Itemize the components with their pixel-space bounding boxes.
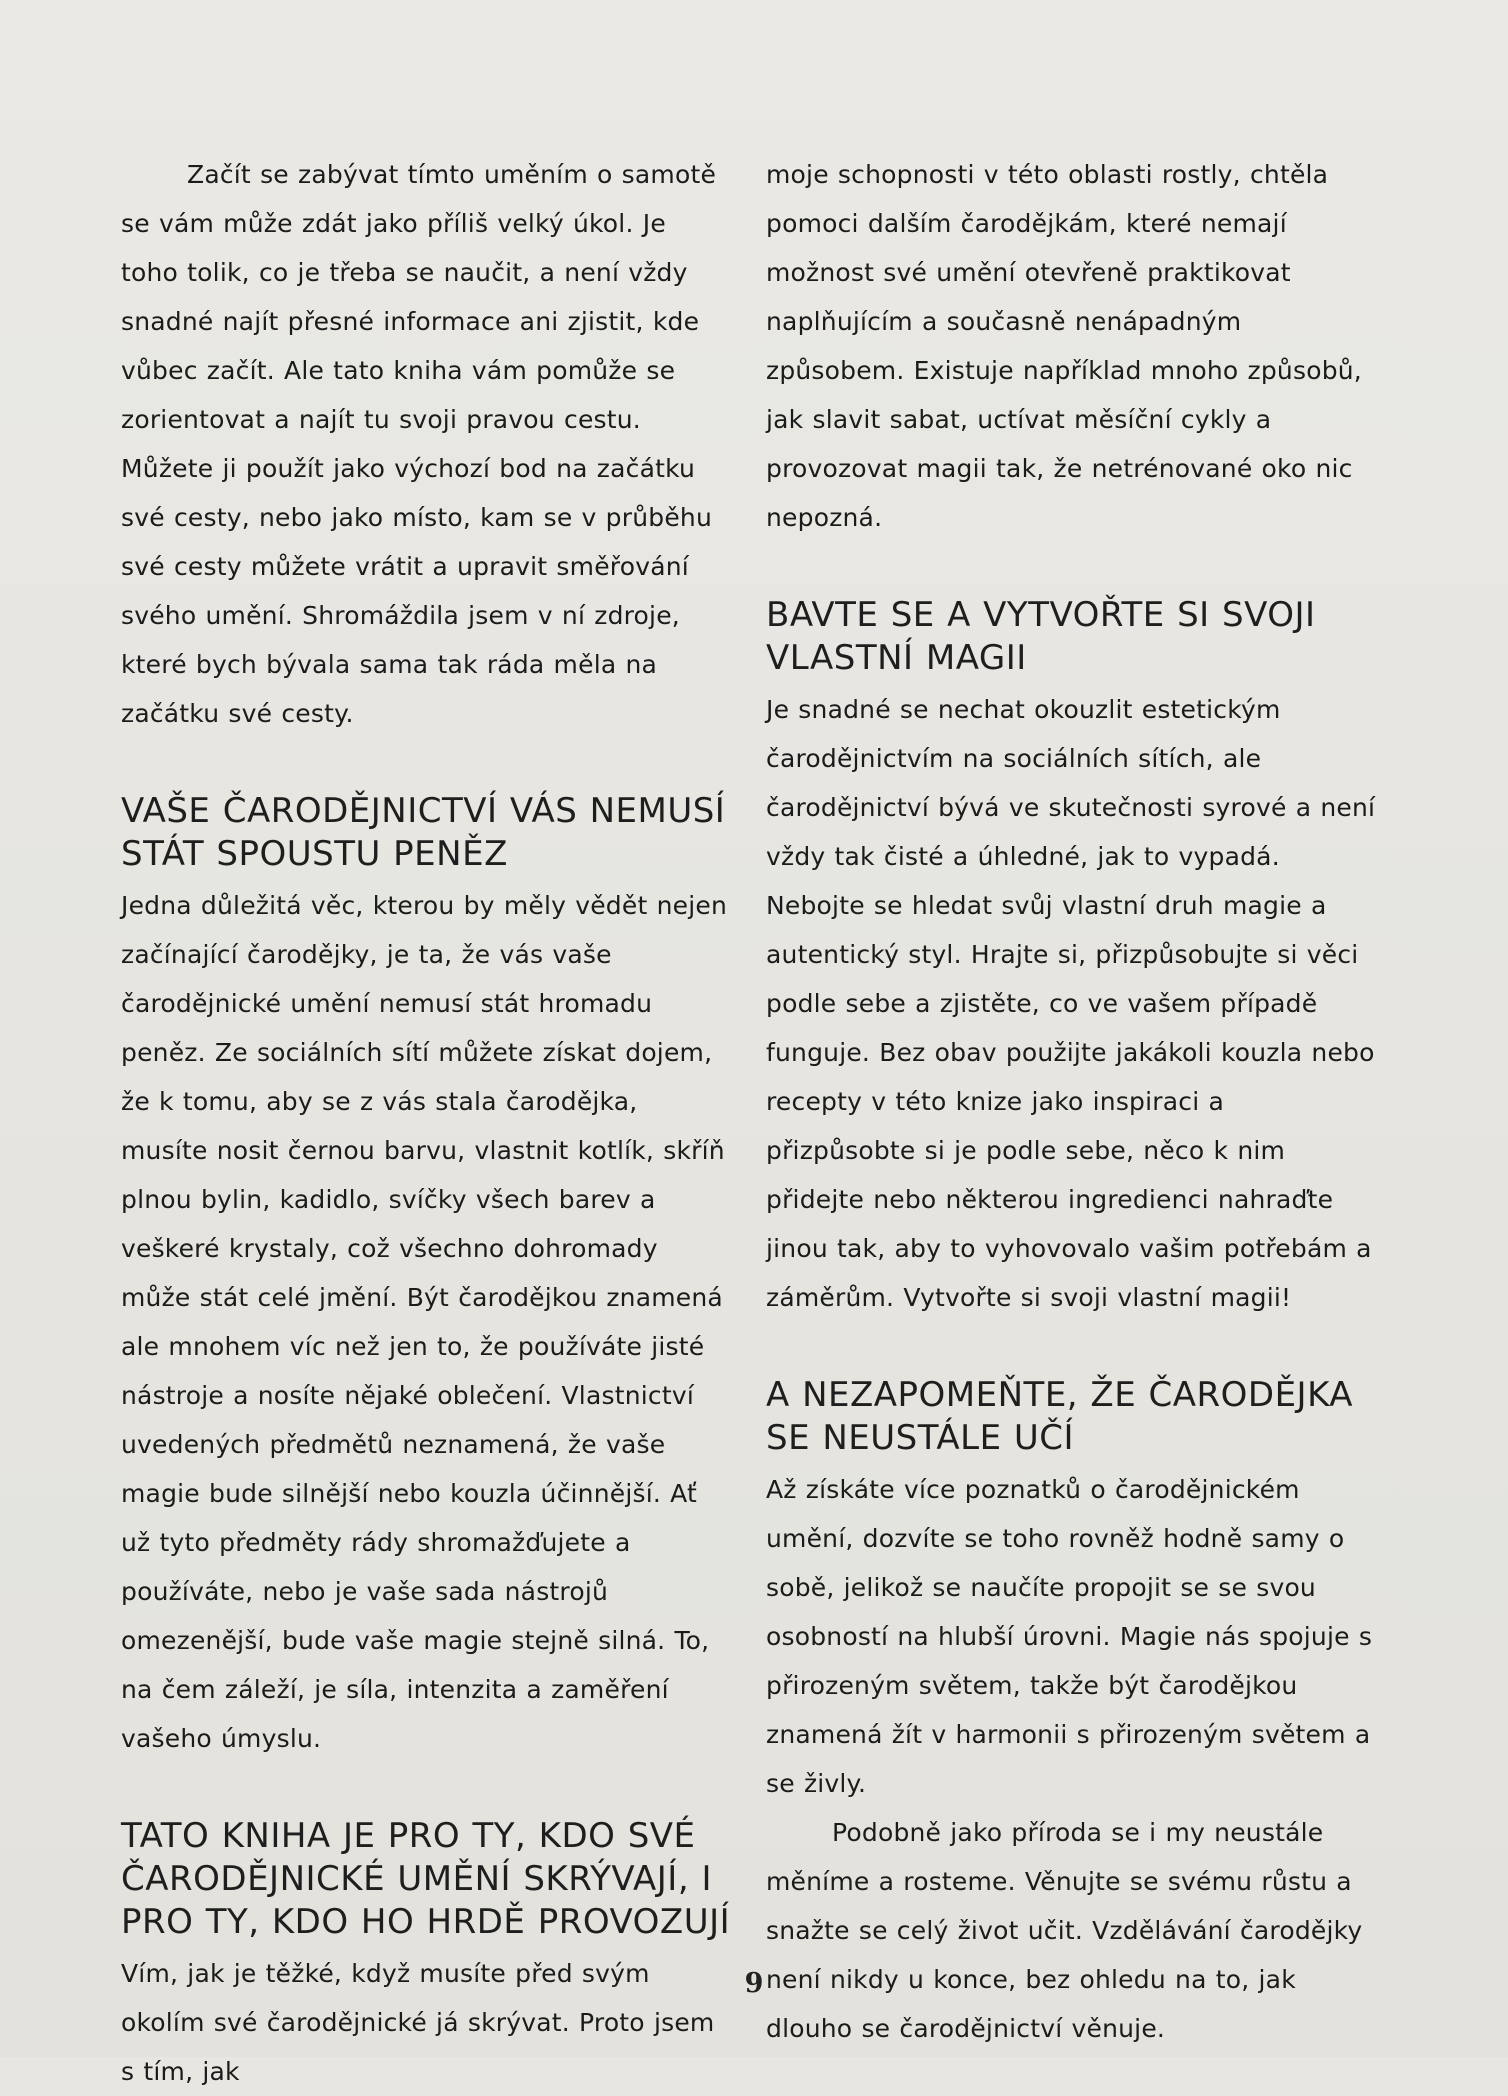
- left-column: [121, 150, 731, 2096]
- section-heading-own-magic: BAVTE SE A VYTVOŘTE SI SVOJI VLASTNÍ MAGII: [766, 595, 1316, 678]
- section-heading-money: VAŠE ČARODĚJNICTVÍ VÁS NEMUSÍ STÁT SPOUSTU PENĚZ: [121, 791, 726, 874]
- section-heading-learning: A NEZAPOMEŇTE, ŽE ČARODĚJKA SE NEUSTÁLE UČÍ: [766, 1375, 1354, 1458]
- right-column: [766, 150, 1376, 2053]
- section-body-learning: Až získáte více poznatků o čarodějnickém umění, dozvíte se toho rovněž hodně samy o sobě, jelikož se naučíte propojit se se svou osobností na hlubší úrovni. Magie nás spojuje s přirozeným světem, takže být čarodějkou znamená žít v harmonii s přirozeným světem a se živly.: [766, 1475, 1373, 1798]
- section-body-learning-2: Podobně jako příroda se i my neustále měníme a rosteme. Věnujte se svému růstu a snažte se celý život učit. Vzdělávání čarodějky není nikdy u konce, bez ohledu na to, jak dlouho se čarodějnictví věnuje.: [766, 1818, 1363, 2043]
- section-heading-audience: TATO KNIHA JE PRO TY, KDO SVÉ ČARODĚJNICKÉ UMĚNÍ SKRÝVAJÍ, I PRO TY, KDO HO HRDĚ PROVOZUJÍ: [121, 1816, 731, 1942]
- section-body-audience: Vím, jak je těžké, když musíte před svým okolím své čarodějnické já skrývat. Proto jsem s tím, jak: [121, 1959, 715, 2086]
- section-body-money: Jedna důležitá věc, kterou by měly vědět nejen začínající čarodějky, je ta, že vás vaše čarodějnické umění nemusí stát hromadu peněz. Ze sociálních sítí můžete získat dojem, že k tomu, aby se z vás stala čarodějka, musíte nosit černou barvu, vlastnit kotlík, skříň plnou bylin, kadidlo, svíčky všech barev a veškeré krystaly, což všechno dohromady může stát celé jmění. Být čarodějkou znamená ale mnohem víc než jen to, že používáte jisté nástroje a nosíte nějaké oblečení. Vlastnictví uvedených předmětů neznamená, že vaše magie bude silnější nebo kouzla účinnější. Ať už tyto předměty rády shromažďujete a používáte, nebo je vaše sada nástrojů omezenější, bude vaše magie stejně silná. To, na čem záleží, je síla, intenzita a zaměření vašeho úmyslu.: [121, 891, 728, 1753]
- section-body-own-magic: Je snadné se nechat okouzlit estetickým čarodějnictvím na sociálních sítích, ale čarodějnictví bývá ve skutečnosti syrové a není vždy tak čisté a úhledné, jak to vypadá. Nebojte se hledat svůj vlastní druh magie a autentický styl. Hrajte si, přizpůsobujte si věci podle sebe a zjistěte, co ve vašem případě funguje. Bez obav použijte jakákoli kouzla nebo recepty v této knize jako inspiraci a přizpůsobte si je podle sebe, něco k nim přidejte nebo některou ingredienci nahraďte jinou tak, aby to vyhovovalo vašim potřebám a záměrům. Vytvořte si svoji vlastní magii!: [766, 695, 1376, 1312]
- page-number: 9: [744, 1968, 764, 1999]
- intro-paragraph: Začít se zabývat tímto uměním o samotě se vám může zdát jako příliš velký úkol. Je toho tolik, co je třeba se naučit, a není vždy snadné najít přesné informace ani zjistit, kde vůbec začít. Ale tato kniha vám pomůže se zorientovat a najít tu svoji pravou cestu. Můžete ji použít jako výchozí bod na začátku své cesty, nebo jako místo, kam se v průběhu své cesty můžete vrátit a upravit směřování svého umění. Shromáždila jsem v ní zdroje, které bych bývala sama tak ráda měla na začátku své cesty.: [121, 160, 717, 728]
- continuation-paragraph: moje schopnosti v této oblasti rostly, chtěla pomoci dalším čarodějkám, které nemají možnost své umění otevřeně praktikovat naplňujícím a současně nenápadným způsobem. Existuje například mnoho způsobů, jak slavit sabat, uctívat měsíční cykly a provozovat magii tak, že netrénované oko nic nepozná.: [766, 160, 1362, 532]
